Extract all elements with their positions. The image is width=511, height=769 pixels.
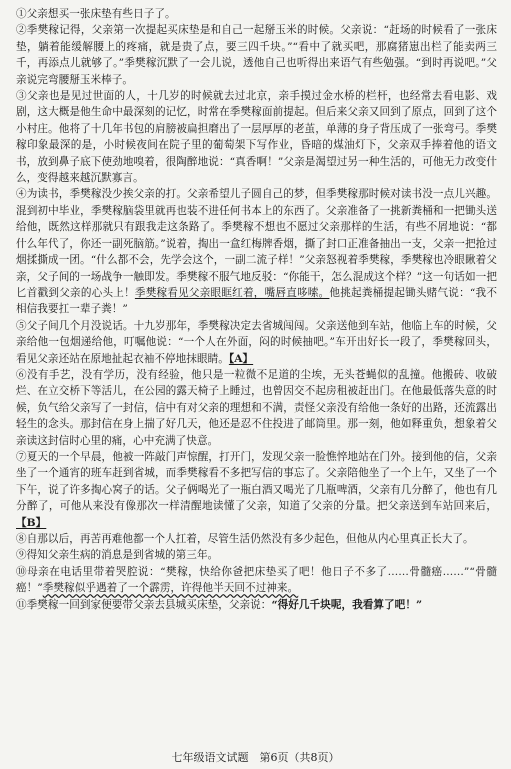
- wavy-underlined-sentence: 季樊稼似乎遇着了一个霹雳，许得他半天回不过神来。: [42, 582, 299, 595]
- paragraph-text: ⑨得知父亲生病的消息是到省城的第三年。: [16, 549, 219, 562]
- paragraph-text: ⑪季樊稼一回到家便要带父亲去县城买床垫，父亲说：: [16, 598, 272, 611]
- paragraph-10: [16, 564, 497, 597]
- paragraph-text: ②季樊稼记得，父亲第一次提起买床垫是和自己一起掰玉米的时候。父亲说：“赶场的时候看了一张床垫，躺着能缓解腰上的疼痛，就是贵了点，要三四千块。”“看中了就买吧，那腐猪崽出栏了能卖两三千，再添点儿就够了。”季樊稼沉默了一会儿说，透他自己也听得出来语气有些勉强。“到时再说吧。”父亲说完弯腰掰玉米棒子。: [16, 24, 497, 86]
- bold-quote: “得好几千块呢，我看算了吧！”: [271, 598, 423, 611]
- paragraph-6: [16, 367, 497, 449]
- paragraph-text: ⑩母亲在电话里带着哭腔说：“樊稼，快给你爸把床垫买了吧！他日子不多了……骨髓癌……”“骨髓癌！”: [16, 565, 497, 595]
- paragraph-7: [16, 449, 497, 531]
- paragraph-3: [16, 88, 497, 186]
- paragraph-text: ④为读书，季樊稼没少挨父亲的打。父亲希望儿子圆自己的梦，但季樊稼那时候对读书没一点儿兴趣。混到初中毕业，季樊稼脑袋里就再也装不进任何书本上的东西了。父亲准备了一挑新粪桶和一把锄头送给他，既然这样那就只有跟我走这条路了。季樊稼不想也不愿过父亲那样的生活，有些不屑地说：“都什么年代了，你还一副死脑筋。”说着，掏出一盒红梅牌香烟，撕了封口正准备抽出一支，父亲一把抢过烟揉撕成一团。“什么都不会，先学会这个，一副二流子样！”父亲怒视着季樊稼，季樊稼也冷眼瞅着父亲，父子间的一场战争一触即发。季樊稼不服气地反驳：“你能干，怎么混成这个样？”这一句话如一把匕首戳到父亲的心头上！: [16, 188, 497, 299]
- paragraph-text: ⑦夏天的一个早晨，他被一阵敲门声惊醒，打开门，发现父亲一脸憔悴地站在门外。接到他的信，父亲坐了一个通宵的班车赶到省城，而季樊稼看不多把写信的事忘了。父亲陪他坐了一个上午，又坐了一个下午，说了许多掏心窝子的话。父子俩喝光了一瓶白酒又喝光了几瓶啤酒，父亲有几分醉了，他也有几分醉了，可他从来没有像那次一样清醒地读懂了父亲，知道了父亲的分量。把父亲送到车站回来后，: [16, 450, 497, 513]
- paragraph-9: [16, 547, 497, 563]
- paragraph-2: [16, 22, 497, 88]
- blank-marker: 【B】: [16, 516, 47, 529]
- paragraph-text: 他挑起粪桶提起锄头赌气说：“我不相信我要扛一辈子粪！”: [16, 286, 497, 316]
- paragraph-text: ⑧自那以后，再苦再难他都一个人扛着，尽管生活仍然没有多少起色，但他从内心里真正长大了。: [16, 533, 474, 545]
- paragraph-text: ⑥没有手艺，没有学历，没有经验，他只是一粒微不足道的尘埃，无头苍蝇似的乱撞。他搬砖、收破烂、在立交桥下等活儿，在公园的露天椅子上睡过，也曾因交不起房租被赶出门。在他最低落失意的时候，负气给父亲写了一封信，信中有对父亲的理想和不满，责怪父亲没有给他一条好的出路，还流露出轻生的念头。那封信在身上揣了好几天，他还是忍不住投进了邮筒里。那一刻，他如释重负，想象着父亲读这封信时心里的痛，心中充满了快意。: [16, 368, 497, 447]
- blank-marker: 【A】: [228, 352, 254, 365]
- paragraph-1: [16, 6, 497, 22]
- paragraph-text: ①父亲想买一张床垫有些日子了。: [16, 8, 176, 20]
- page-footer: 七年级语文试题 第6页（共8页）: [171, 751, 340, 764]
- paragraph-5: [16, 318, 497, 367]
- paragraph-8: [16, 531, 497, 547]
- paragraph-text: ⑤父子间几个月没说话。十九岁那年，季樊稼决定去省城闯闯。父亲送他到车站，他临上车的时候，父亲给他一包烟递给他，叮嘱他说：“一个人在外面，闷的时候抽吧。”车开出好长一段了，季樊稼回头，看见父亲还站在原地扯起衣袖不停地抹眼睛。: [16, 319, 497, 365]
- underlined-sentence: 季樊稼看见父亲眼眶红着，嘴唇直哆嗦。: [134, 286, 330, 299]
- paragraph-text: ③父亲也是见过世面的人，十几岁的时候就去过北京，亲手摸过金水桥的栏杆，也经常去看电影、戏剧，这大概是他生命中最深刻的记忆，时常在季樊稼面前提起。但后来父亲又回到了原点，回到了这个小村庄。他将了十几年书包的肩膀被扁担磨出了一层厚厚的老茧，单薄的身子背压成了一张弯弓。季樊稼印象最深的是，小时候夜间在院子里的葡萄架下写作业，昏暗的煤油灯下，父亲双手捧着他的语文书，放到鼻子底下使劲地嗅着，很陶醉地说：“真香啊！”父亲是渴望过另一种生活的，可他无力改变什么，变得越来越沉默寡言。: [16, 90, 497, 185]
- reading-passage: [16, 6, 497, 613]
- paragraph-4: [16, 186, 497, 317]
- paragraph-11: [16, 597, 497, 613]
